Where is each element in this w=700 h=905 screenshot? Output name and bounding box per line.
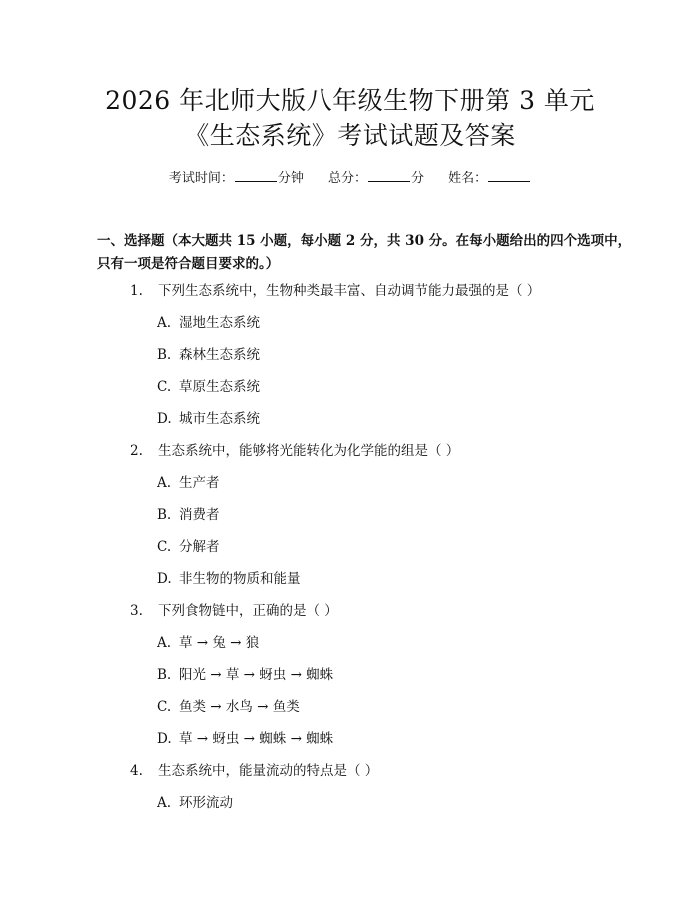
question-4-option-a[interactable]: [157, 793, 233, 813]
question-2-option-c[interactable]: [157, 537, 220, 557]
option-letter: D.: [157, 411, 172, 427]
question-number: 4.: [130, 763, 143, 779]
question-1-option-c[interactable]: [157, 377, 260, 397]
total-score-unit: 分: [411, 171, 425, 186]
option-letter: A.: [157, 315, 172, 331]
question-1-option-d[interactable]: [157, 409, 260, 429]
option-letter: A.: [157, 475, 172, 491]
option-text: 草 → 兔 → 狼: [179, 635, 260, 651]
option-text: 鱼类 → 水鸟 → 鱼类: [179, 699, 300, 715]
option-text: 分解者: [179, 539, 220, 555]
question-text: 下列生态系统中，生物种类最丰富、自动调节能力最强的是（ ）: [158, 283, 541, 299]
exam-time-label: 考试时间：: [168, 171, 234, 186]
title-line-2: 《生态系统》考试试题及答案: [184, 121, 516, 150]
exam-time-blank[interactable]: [235, 169, 277, 182]
option-text: 消费者: [179, 507, 220, 523]
option-text: 湿地生态系统: [179, 315, 260, 331]
section-heading: 一、选择题（本大题共 15 小题，每小题 2 分，共 30 分。在每小题给出的四个选项中，只有一项是符合题目要求的。）: [97, 233, 632, 272]
exam-meta-row: [0, 169, 700, 188]
student-name-blank[interactable]: [488, 169, 530, 182]
option-letter: A.: [157, 635, 172, 651]
option-letter: B.: [157, 347, 172, 363]
exam-time: [169, 169, 304, 188]
option-letter: B.: [157, 667, 172, 683]
student-name: [448, 169, 531, 188]
question-number: 3.: [130, 603, 143, 619]
question-3-option-c[interactable]: [157, 697, 300, 717]
question-3-option-d[interactable]: [157, 729, 333, 749]
question-text: 下列食物链中，正确的是（ ）: [158, 603, 338, 619]
question-1-option-b[interactable]: [157, 345, 260, 365]
question-3: [130, 601, 338, 621]
total-score: [328, 169, 424, 188]
option-text: 森林生态系统: [179, 347, 260, 363]
question-4: [130, 761, 378, 781]
question-text: 生态系统中，能量流动的特点是（ ）: [158, 763, 379, 779]
option-text: 草 → 蚜虫 → 蜘蛛 → 蜘蛛: [179, 731, 334, 747]
total-score-blank[interactable]: [368, 169, 410, 182]
option-text: 生产者: [179, 475, 220, 491]
student-name-label: 姓名：: [448, 171, 488, 186]
option-letter: C.: [157, 379, 172, 395]
question-1: [130, 281, 540, 301]
question-number: 2.: [130, 443, 143, 459]
option-letter: C.: [157, 699, 172, 715]
option-text: 城市生态系统: [179, 411, 260, 427]
question-2-option-b[interactable]: [157, 505, 220, 525]
question-text: 生态系统中，能够将光能转化为化学能的组是（ ）: [158, 443, 460, 459]
question-2-option-d[interactable]: [157, 569, 301, 589]
option-text: 阳光 → 草 → 蚜虫 → 蜘蛛: [179, 667, 334, 683]
option-letter: C.: [157, 539, 172, 555]
question-3-option-a[interactable]: [157, 633, 259, 653]
question-2-option-a[interactable]: [157, 473, 220, 493]
option-letter: D.: [157, 571, 172, 587]
option-letter: A.: [157, 795, 172, 811]
exam-time-unit: 分钟: [277, 171, 304, 186]
option-text: 环形流动: [179, 795, 233, 811]
option-letter: D.: [157, 731, 172, 747]
question-3-option-b[interactable]: [157, 665, 333, 685]
option-text: 非生物的物质和能量: [179, 571, 301, 587]
option-letter: B.: [157, 507, 172, 523]
total-score-label: 总分：: [327, 171, 367, 186]
option-text: 草原生态系统: [179, 379, 260, 395]
question-1-option-a[interactable]: [157, 313, 260, 333]
question-2: [130, 441, 459, 461]
question-number: 1.: [130, 283, 143, 299]
title-line-1: 2026 年北师大版八年级生物下册第 3 单元: [105, 86, 595, 115]
